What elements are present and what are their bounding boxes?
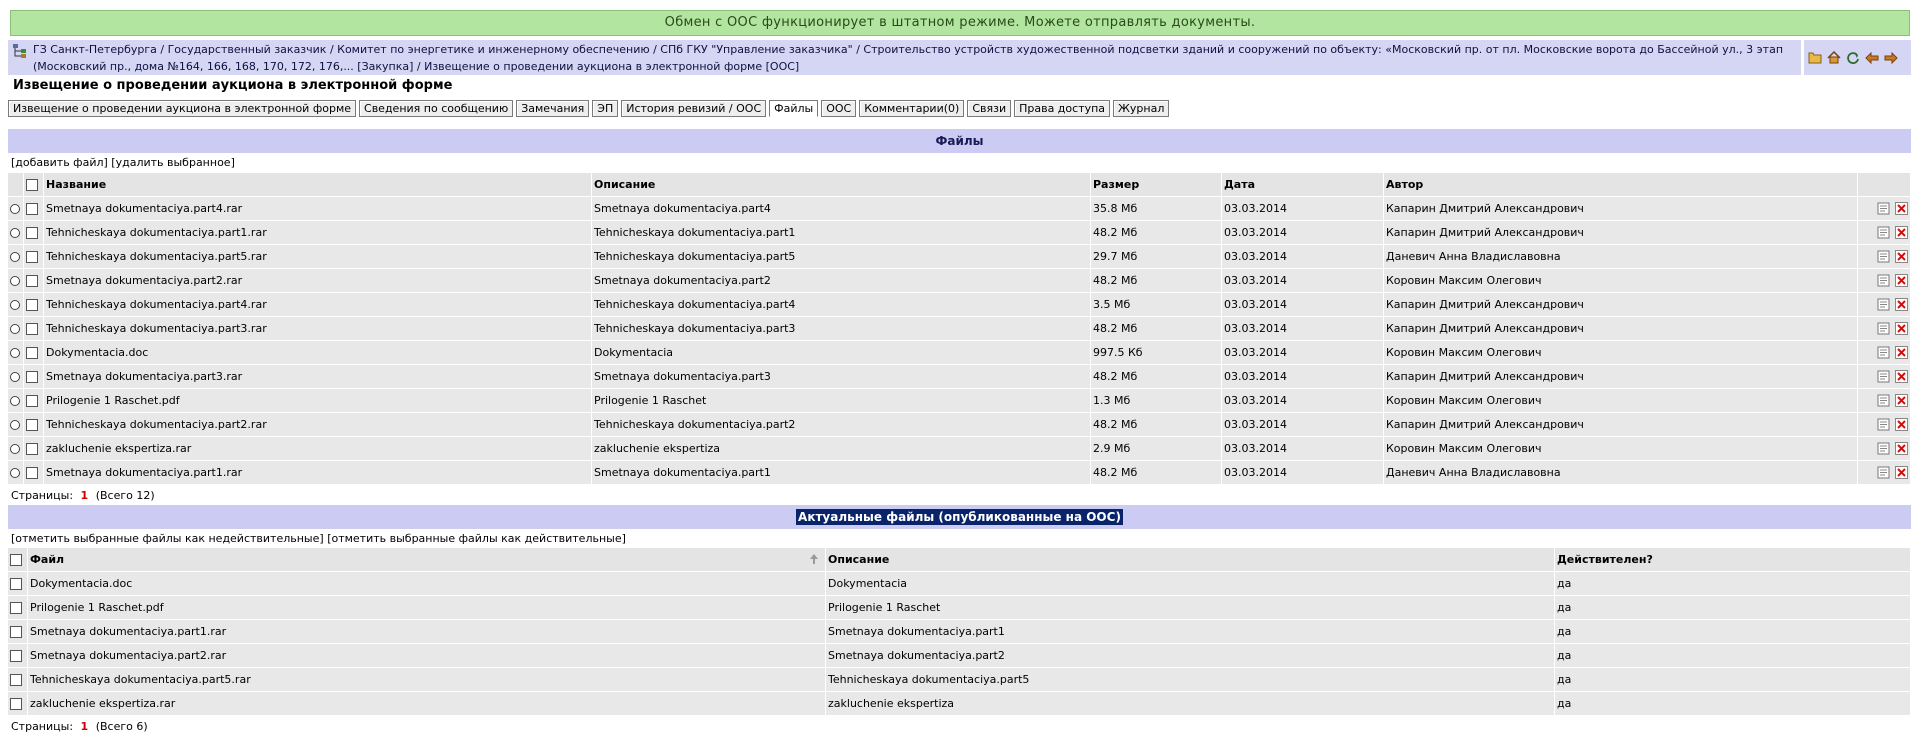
file-author-cell: Капарин Дмитрий Александрович xyxy=(1384,197,1858,221)
delete-icon[interactable] xyxy=(1894,298,1908,312)
row-radio-cell xyxy=(8,389,24,413)
delete-icon[interactable] xyxy=(1894,418,1908,432)
sort-arrow-icon[interactable] xyxy=(809,553,819,568)
file-description-cell: Tehnicheskaya dokumentaciya.part1 xyxy=(592,221,1091,245)
file-name-cell[interactable]: Smetnaya dokumentaciya.part2.rar xyxy=(44,269,592,293)
tab-bar xyxy=(8,100,1169,117)
column-header-author[interactable]: Автор xyxy=(1384,173,1858,197)
edit-icon[interactable] xyxy=(1877,466,1891,480)
file-size-cell: 48.2 Мб xyxy=(1091,413,1222,437)
tab-6[interactable]: ООС xyxy=(821,100,856,117)
home-icon[interactable] xyxy=(1826,50,1842,66)
files-actions xyxy=(11,156,235,169)
row-checkbox[interactable] xyxy=(10,626,22,638)
file-size-cell: 48.2 Мб xyxy=(1091,461,1222,485)
file-name-cell[interactable]: Smetnaya dokumentaciya.part2.rar xyxy=(28,644,826,668)
file-valid-cell: да xyxy=(1555,620,1911,644)
file-date-cell: 03.03.2014 xyxy=(1222,197,1384,221)
delete-icon[interactable] xyxy=(1894,370,1908,384)
row-radio[interactable] xyxy=(10,396,20,406)
file-description-cell: Smetnaya dokumentaciya.part4 xyxy=(592,197,1091,221)
row-checkbox[interactable] xyxy=(26,275,38,287)
column-header-name[interactable]: Название xyxy=(44,173,592,197)
table-row[interactable] xyxy=(8,644,1911,668)
file-description-cell: Smetnaya dokumentaciya.part3 xyxy=(592,365,1091,389)
file-size-cell: 48.2 Мб xyxy=(1091,317,1222,341)
row-actions-cell xyxy=(1858,293,1911,317)
delete-icon[interactable] xyxy=(1894,274,1908,288)
file-size-cell: 35.8 Мб xyxy=(1091,197,1222,221)
files-section-header: Файлы xyxy=(8,129,1911,153)
edit-icon[interactable] xyxy=(1877,394,1891,408)
file-size-cell: 29.7 Мб xyxy=(1091,245,1222,269)
column-header-file-label: Файл xyxy=(30,553,65,566)
row-actions-cell xyxy=(1858,317,1911,341)
row-radio-cell xyxy=(8,413,24,437)
row-checkbox-cell xyxy=(8,572,28,596)
file-date-cell: 03.03.2014 xyxy=(1222,245,1384,269)
row-radio[interactable] xyxy=(10,420,20,430)
row-checkbox[interactable] xyxy=(10,650,22,662)
breadcrumb-text[interactable]: ГЗ Санкт-Петербурга / Государственный заказчик / Комитет по энергетике и инженерному обеспечению / СПб ГКУ "Управление заказчика" / Строительство устройств художественной подсветки зданий и сооружений по объекту: «Московский пр. от пл. Московские ворота до Бассейной ул., 3 этап (Московский пр., дома №164, 166, 168, 170, 172, 176,... [Закупка] / Извещение о проведении аукциона в электронной форме [ООС] xyxy=(33,43,1784,73)
pager-label: Страницы: xyxy=(11,489,74,502)
delete-icon[interactable] xyxy=(1894,394,1908,408)
row-checkbox[interactable] xyxy=(26,227,38,239)
row-radio[interactable] xyxy=(10,324,20,334)
file-valid-cell: да xyxy=(1555,668,1911,692)
file-size-cell: 1.3 Мб xyxy=(1091,389,1222,413)
file-name-cell[interactable]: Prilogenie 1 Raschet.pdf xyxy=(28,596,826,620)
row-checkbox[interactable] xyxy=(26,299,38,311)
file-description-cell: Dokymentacia xyxy=(592,341,1091,365)
row-checkbox-cell xyxy=(24,437,44,461)
select-all-cell xyxy=(8,548,28,572)
table-row[interactable] xyxy=(8,572,1911,596)
row-actions-cell xyxy=(1858,461,1911,485)
file-author-cell: Капарин Дмитрий Александрович xyxy=(1384,221,1858,245)
file-name-cell[interactable]: zakluchenie ekspertiza.rar xyxy=(28,692,826,716)
row-checkbox[interactable] xyxy=(26,323,38,335)
nav-toolbar xyxy=(1804,40,1911,75)
row-radio-cell xyxy=(8,221,24,245)
file-description-cell: zakluchenie ekspertiza xyxy=(592,437,1091,461)
row-checkbox-cell xyxy=(24,365,44,389)
row-checkbox-cell xyxy=(24,413,44,437)
edit-icon[interactable] xyxy=(1877,226,1891,240)
file-size-cell: 3.5 Мб xyxy=(1091,293,1222,317)
row-checkbox[interactable] xyxy=(26,419,38,431)
row-radio[interactable] xyxy=(10,204,20,214)
row-radio-cell xyxy=(8,293,24,317)
tab-0[interactable]: Извещение о проведении аукциона в электронной форме xyxy=(8,100,356,117)
table-row[interactable] xyxy=(8,413,1911,437)
file-date-cell: 03.03.2014 xyxy=(1222,293,1384,317)
file-author-cell: Капарин Дмитрий Александрович xyxy=(1384,365,1858,389)
actions-column-header xyxy=(1858,173,1911,197)
edit-icon[interactable] xyxy=(1877,442,1891,456)
file-date-cell: 03.03.2014 xyxy=(1222,365,1384,389)
delete-selected-link[interactable]: [удалить выбранное] xyxy=(111,156,235,169)
delete-icon[interactable] xyxy=(1894,442,1908,456)
pager-total: (Всего 12) xyxy=(95,489,155,502)
table-row[interactable] xyxy=(8,596,1911,620)
file-date-cell: 03.03.2014 xyxy=(1222,389,1384,413)
file-date-cell: 03.03.2014 xyxy=(1222,317,1384,341)
row-checkbox[interactable] xyxy=(26,347,38,359)
edit-icon[interactable] xyxy=(1877,274,1891,288)
edit-icon[interactable] xyxy=(1877,202,1891,216)
file-size-cell: 48.2 Мб xyxy=(1091,221,1222,245)
file-author-cell: Коровин Максим Олегович xyxy=(1384,341,1858,365)
file-name-cell[interactable]: Tehnicheskaya dokumentaciya.part3.rar xyxy=(44,317,592,341)
file-author-cell: Капарин Дмитрий Александрович xyxy=(1384,317,1858,341)
file-size-cell: 2.9 Мб xyxy=(1091,437,1222,461)
pager-label: Страницы: xyxy=(11,720,74,733)
edit-icon[interactable] xyxy=(1877,250,1891,264)
table-row[interactable] xyxy=(8,365,1911,389)
file-name-cell[interactable]: Tehnicheskaya dokumentaciya.part2.rar xyxy=(44,413,592,437)
file-description-cell: Tehnicheskaya dokumentaciya.part4 xyxy=(592,293,1091,317)
row-radio-cell xyxy=(8,437,24,461)
file-name-cell[interactable]: Tehnicheskaya dokumentaciya.part5.rar xyxy=(44,245,592,269)
table-row[interactable] xyxy=(8,245,1911,269)
row-actions-cell xyxy=(1858,365,1911,389)
table-row[interactable] xyxy=(8,341,1911,365)
row-checkbox-cell xyxy=(8,596,28,620)
file-date-cell: 03.03.2014 xyxy=(1222,341,1384,365)
tab-9[interactable]: Права доступа xyxy=(1014,100,1110,117)
file-author-cell: Даневич Анна Владиславовна xyxy=(1384,245,1858,269)
edit-icon[interactable] xyxy=(1877,370,1891,384)
row-radio-cell xyxy=(8,341,24,365)
row-actions-cell xyxy=(1858,269,1911,293)
file-date-cell: 03.03.2014 xyxy=(1222,221,1384,245)
file-size-cell: 48.2 Мб xyxy=(1091,365,1222,389)
row-radio-cell xyxy=(8,269,24,293)
row-actions-cell xyxy=(1858,221,1911,245)
row-radio-cell xyxy=(8,365,24,389)
row-checkbox[interactable] xyxy=(10,578,22,590)
row-radio[interactable] xyxy=(10,468,20,478)
files-pager xyxy=(11,489,155,502)
pager-current-page[interactable]: 1 xyxy=(80,489,89,502)
table-row[interactable] xyxy=(8,461,1911,485)
file-date-cell: 03.03.2014 xyxy=(1222,437,1384,461)
file-description-cell: Tehnicheskaya dokumentaciya.part5 xyxy=(826,668,1555,692)
page-title: Извещение о проведении аукциона в электронной форме xyxy=(13,78,453,93)
tab-5[interactable]: Файлы xyxy=(769,100,818,117)
file-author-cell: Коровин Максим Олегович xyxy=(1384,389,1858,413)
file-description-cell: Prilogenie 1 Raschet xyxy=(826,596,1555,620)
row-actions-cell xyxy=(1858,245,1911,269)
table-row[interactable] xyxy=(8,293,1911,317)
column-header-description[interactable]: Описание xyxy=(826,548,1555,572)
file-name-cell[interactable]: Dokymentacia.doc xyxy=(28,572,826,596)
file-name-cell[interactable]: Dokymentacia.doc xyxy=(44,341,592,365)
row-checkbox-cell xyxy=(8,692,28,716)
file-description-cell: Dokymentacia xyxy=(826,572,1555,596)
file-author-cell: Коровин Максим Олегович xyxy=(1384,269,1858,293)
file-description-cell: Tehnicheskaya dokumentaciya.part5 xyxy=(592,245,1091,269)
row-actions-cell xyxy=(1858,437,1911,461)
row-radio[interactable] xyxy=(10,372,20,382)
row-radio[interactable] xyxy=(10,276,20,286)
delete-icon[interactable] xyxy=(1894,202,1908,216)
table-row[interactable] xyxy=(8,317,1911,341)
row-checkbox-cell xyxy=(24,269,44,293)
row-actions-cell xyxy=(1858,389,1911,413)
table-row[interactable] xyxy=(8,221,1911,245)
row-checkbox[interactable] xyxy=(10,674,22,686)
column-header-description[interactable]: Описание xyxy=(592,173,1091,197)
status-banner: Обмен с ООС функционирует в штатном режиме. Можете отправлять документы. xyxy=(10,10,1910,36)
mark-valid-link[interactable]: [отметить выбранные файлы как действительные] xyxy=(327,532,626,545)
row-radio[interactable] xyxy=(10,300,20,310)
file-description-cell: Smetnaya dokumentaciya.part1 xyxy=(592,461,1091,485)
tab-1[interactable]: Сведения по сообщению xyxy=(359,100,513,117)
row-checkbox[interactable] xyxy=(26,395,38,407)
tab-2[interactable]: Замечания xyxy=(516,100,589,117)
delete-icon[interactable] xyxy=(1894,466,1908,480)
delete-icon[interactable] xyxy=(1894,322,1908,336)
row-actions-cell xyxy=(1858,197,1911,221)
tree-icon[interactable] xyxy=(12,43,28,59)
row-checkbox-cell xyxy=(24,317,44,341)
edit-icon[interactable] xyxy=(1877,298,1891,312)
file-name-cell[interactable]: Smetnaya dokumentaciya.part3.rar xyxy=(44,365,592,389)
file-author-cell: Капарин Дмитрий Александрович xyxy=(1384,413,1858,437)
row-radio[interactable] xyxy=(10,444,20,454)
tab-8[interactable]: Связи xyxy=(967,100,1011,117)
actual-files-title: Актуальные файлы (опубликованные на ООС) xyxy=(798,510,1121,524)
file-name-cell[interactable]: Tehnicheskaya dokumentaciya.part5.rar xyxy=(28,668,826,692)
edit-icon[interactable] xyxy=(1877,322,1891,336)
row-checkbox[interactable] xyxy=(26,203,38,215)
actual-files-table-header xyxy=(8,548,1911,572)
row-checkbox[interactable] xyxy=(26,443,38,455)
edit-icon[interactable] xyxy=(1877,346,1891,360)
mark-invalid-link[interactable]: [отметить выбранные файлы как недействительные] xyxy=(11,532,324,545)
row-checkbox-cell xyxy=(8,620,28,644)
file-description-cell: Prilogenie 1 Raschet xyxy=(592,389,1091,413)
file-description-cell: Smetnaya dokumentaciya.part1 xyxy=(826,620,1555,644)
row-checkbox[interactable] xyxy=(26,251,38,263)
table-row[interactable] xyxy=(8,437,1911,461)
table-row[interactable] xyxy=(8,692,1911,716)
row-radio-cell xyxy=(8,317,24,341)
actual-files-section-header xyxy=(8,505,1911,529)
select-all-checkbox[interactable] xyxy=(10,554,22,566)
row-radio-cell xyxy=(8,245,24,269)
row-radio-cell xyxy=(8,197,24,221)
row-radio[interactable] xyxy=(10,252,20,262)
file-name-cell[interactable]: Smetnaya dokumentaciya.part4.rar xyxy=(44,197,592,221)
file-name-cell[interactable]: zakluchenie ekspertiza.rar xyxy=(44,437,592,461)
row-checkbox[interactable] xyxy=(10,602,22,614)
row-checkbox-cell xyxy=(24,461,44,485)
table-row[interactable] xyxy=(8,668,1911,692)
actual-files-pager xyxy=(11,720,148,733)
row-checkbox[interactable] xyxy=(10,698,22,710)
column-header-size[interactable]: Размер xyxy=(1091,173,1222,197)
file-description-cell: Smetnaya dokumentaciya.part2 xyxy=(826,644,1555,668)
column-header-date[interactable]: Дата xyxy=(1222,173,1384,197)
select-all-checkbox[interactable] xyxy=(26,179,38,191)
file-description-cell: zakluchenie ekspertiza xyxy=(826,692,1555,716)
file-name-cell[interactable]: Prilogenie 1 Raschet.pdf xyxy=(44,389,592,413)
actual-files-table xyxy=(8,548,1911,716)
select-all-cell xyxy=(24,173,44,197)
files-table-header xyxy=(8,173,1911,197)
column-header-valid[interactable]: Действителен? xyxy=(1555,548,1911,572)
file-valid-cell: да xyxy=(1555,596,1911,620)
pager-total: (Всего 6) xyxy=(95,720,148,733)
radio-column-header xyxy=(8,173,24,197)
tab-7[interactable]: Комментарии(0) xyxy=(859,100,964,117)
file-name-cell[interactable]: Tehnicheskaya dokumentaciya.part1.rar xyxy=(44,221,592,245)
breadcrumb xyxy=(8,40,1801,75)
add-file-link[interactable]: [добавить файл] xyxy=(11,156,108,169)
row-radio[interactable] xyxy=(10,228,20,238)
file-size-cell: 48.2 Мб xyxy=(1091,269,1222,293)
row-radio-cell xyxy=(8,461,24,485)
column-header-file[interactable] xyxy=(28,548,826,572)
file-name-cell[interactable]: Tehnicheskaya dokumentaciya.part4.rar xyxy=(44,293,592,317)
table-row[interactable] xyxy=(8,269,1911,293)
file-description-cell: Tehnicheskaya dokumentaciya.part2 xyxy=(592,413,1091,437)
file-valid-cell: да xyxy=(1555,644,1911,668)
row-checkbox-cell xyxy=(24,221,44,245)
back-arrow-icon[interactable] xyxy=(1864,50,1880,66)
forward-arrow-icon[interactable] xyxy=(1883,50,1899,66)
file-name-cell[interactable]: Smetnaya dokumentaciya.part1.rar xyxy=(28,620,826,644)
actual-files-actions xyxy=(11,532,626,545)
delete-icon[interactable] xyxy=(1894,346,1908,360)
file-date-cell: 03.03.2014 xyxy=(1222,461,1384,485)
delete-icon[interactable] xyxy=(1894,250,1908,264)
pager-current-page[interactable]: 1 xyxy=(80,720,89,733)
file-author-cell: Даневич Анна Владиславовна xyxy=(1384,461,1858,485)
row-radio[interactable] xyxy=(10,348,20,358)
row-checkbox-cell xyxy=(24,389,44,413)
table-row[interactable] xyxy=(8,389,1911,413)
delete-icon[interactable] xyxy=(1894,226,1908,240)
refresh-icon[interactable] xyxy=(1845,50,1861,66)
file-description-cell: Tehnicheskaya dokumentaciya.part3 xyxy=(592,317,1091,341)
files-table xyxy=(8,173,1911,485)
row-checkbox[interactable] xyxy=(26,467,38,479)
table-row[interactable] xyxy=(8,197,1911,221)
table-row[interactable] xyxy=(8,620,1911,644)
row-checkbox-cell xyxy=(24,197,44,221)
file-valid-cell: да xyxy=(1555,692,1911,716)
row-checkbox-cell xyxy=(8,668,28,692)
folder-icon[interactable] xyxy=(1807,50,1823,66)
tab-4[interactable]: История ревизий / ООС xyxy=(621,100,766,117)
tab-10[interactable]: Журнал xyxy=(1113,100,1169,117)
file-description-cell: Smetnaya dokumentaciya.part2 xyxy=(592,269,1091,293)
file-date-cell: 03.03.2014 xyxy=(1222,413,1384,437)
file-date-cell: 03.03.2014 xyxy=(1222,269,1384,293)
row-checkbox-cell xyxy=(8,644,28,668)
file-valid-cell: да xyxy=(1555,572,1911,596)
tab-3[interactable]: ЭП xyxy=(592,100,618,117)
row-checkbox-cell xyxy=(24,341,44,365)
row-checkbox-cell xyxy=(24,245,44,269)
file-size-cell: 997.5 Кб xyxy=(1091,341,1222,365)
file-author-cell: Капарин Дмитрий Александрович xyxy=(1384,293,1858,317)
file-author-cell: Коровин Максим Олегович xyxy=(1384,437,1858,461)
row-actions-cell xyxy=(1858,341,1911,365)
file-name-cell[interactable]: Smetnaya dokumentaciya.part1.rar xyxy=(44,461,592,485)
row-checkbox-cell xyxy=(24,293,44,317)
row-checkbox[interactable] xyxy=(26,371,38,383)
row-actions-cell xyxy=(1858,413,1911,437)
edit-icon[interactable] xyxy=(1877,418,1891,432)
